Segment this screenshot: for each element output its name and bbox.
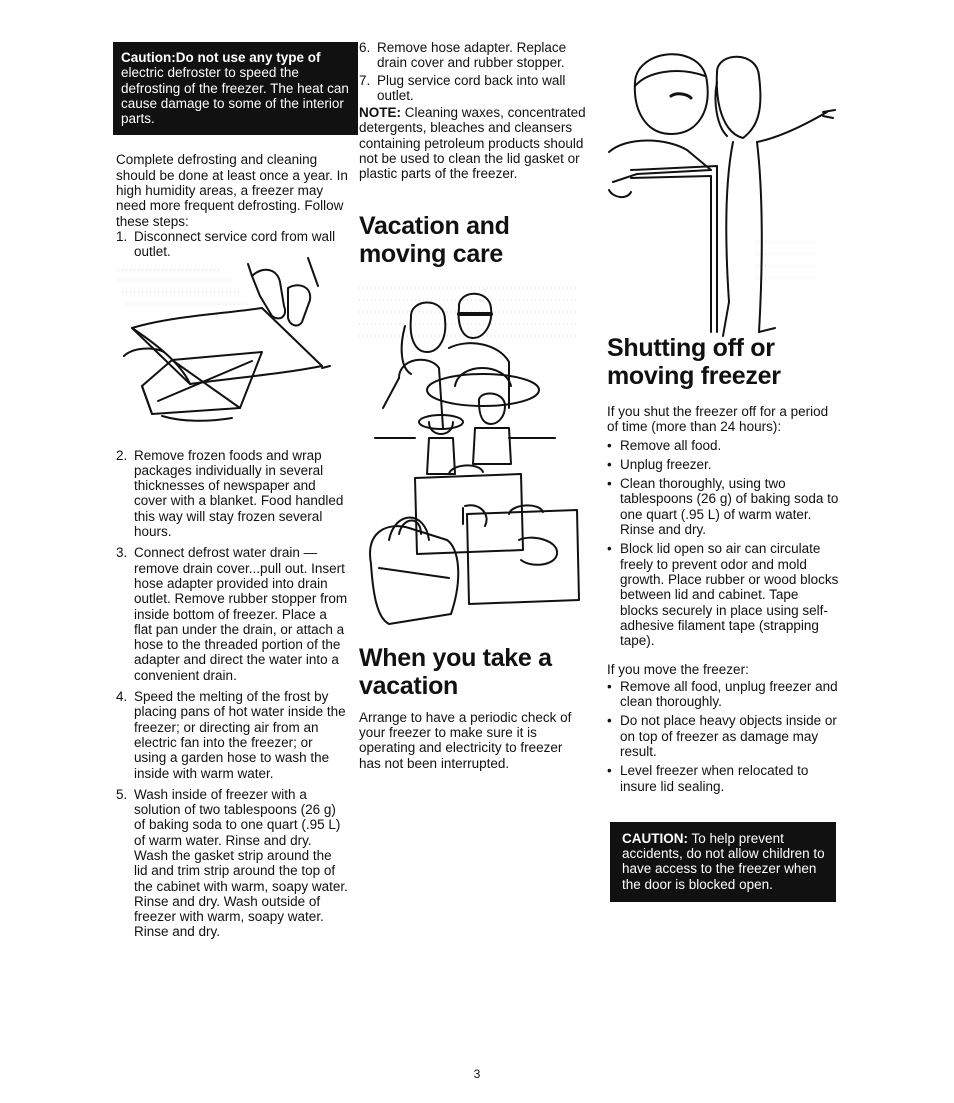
move-intro: If you move the freezer: (607, 662, 749, 678)
list-item (607, 438, 839, 453)
defrost-steps-a (116, 229, 348, 260)
couple-freezer-illustration (607, 42, 839, 338)
bullet-text: Do not place heavy objects inside or on top of freezer as damage may result. (620, 713, 837, 759)
bullet-text: Remove all food. (620, 437, 722, 453)
list-item (116, 545, 348, 683)
list-item (116, 448, 348, 540)
bullet-icon: • (607, 541, 612, 557)
list-item (359, 73, 587, 104)
bullet-text: Unplug freezer. (620, 456, 712, 472)
step-number: 2. (116, 447, 128, 463)
family-luggage-illustration (359, 278, 587, 638)
step-number: 3. (116, 545, 128, 561)
bullet-icon: • (607, 678, 612, 694)
shut-off-list (607, 438, 839, 649)
list-item (607, 457, 839, 472)
step-text: Wash inside of freezer with a solution of two tablespoons (26 g) of baking soda to one quart (.95 L) of warm water. Rinse and dry. Wash the gasket strip around the lid and trim strip around the top of the cabinet with warm, soapy water. Rinse and dry. Wash outside of freezer with warm, soapy water. Rinse and dry. (134, 786, 348, 940)
step-text: Disconnect service cord from wall outlet. (134, 228, 336, 260)
list-item (116, 229, 348, 260)
list-item (607, 541, 839, 648)
step-number: 7. (359, 72, 371, 88)
step-text: Plug service cord back into wall outlet. (377, 72, 566, 103)
move-list (607, 679, 839, 794)
bullet-text: Block lid open so air can circulate freely to prevent odor and mold growth. Place rubber or wood blocks between lid and cabinet. Tape blocks securely in place using self-adhesive filament tape (strapping tape). (620, 541, 839, 649)
bullet-icon: • (607, 456, 612, 472)
note-label: NOTE: (359, 105, 401, 121)
page-number: 3 (473, 1067, 481, 1081)
defrost-steps-b (116, 448, 348, 940)
list-item (116, 689, 348, 781)
list-item (116, 787, 348, 940)
bullet-text: Clean thoroughly, using two tablespoons (26 g) of baking soda to one quart (.95 L) of warm water. Rinse and dry. (620, 476, 839, 538)
caution-text: electric defroster to speed the defrosting of the freezer. The heat can cause damage to some of the interior parts. (121, 65, 349, 127)
caution-lead: Caution:Do not use any type of (121, 50, 321, 65)
vacation-text: Arrange to have a periodic check of your freezer to make sure it is operating and electricity to freezer has not been interrupted. (359, 709, 572, 771)
column-middle (359, 40, 587, 771)
cleaning-note (359, 105, 587, 181)
defroster-caution-box (113, 42, 358, 135)
wrapped-package-illustration (112, 256, 332, 446)
vacation-moving-heading: Vacation and moving care (359, 211, 510, 268)
list-item (359, 40, 587, 71)
defrost-intro: Complete defrosting and cleaning should be done at least once a year. In high humidity areas, a freezer may need more frequent defrosting. Follow these steps: (116, 152, 348, 229)
note-text: Cleaning waxes, concentrated detergents, bleaches and cleansers containing petroleum products should not be used to clean the lid gasket or plastic parts of the freezer. (359, 105, 586, 182)
step-number: 1. (116, 228, 128, 244)
bullet-icon: • (607, 763, 612, 779)
caution-lead: CAUTION: (622, 830, 688, 846)
step-number: 5. (116, 786, 128, 802)
vacation-heading: When you take a vacation (359, 643, 552, 700)
list-item (607, 679, 839, 710)
bullet-icon: • (607, 476, 612, 492)
step-number: 6. (359, 40, 371, 55)
column-left (116, 42, 348, 946)
step-text: Speed the melting of the frost by placing pans of hot water inside the freezer; or directing air from an electric fan into the freezer; or using a garden hose to wash the inside with warm water. (134, 689, 346, 781)
column-right (607, 42, 839, 902)
shut-off-intro: If you shut the freezer off for a period of time (more than 24 hours): (607, 404, 829, 435)
list-item (607, 713, 839, 759)
bullet-text: Level freezer when relocated to insure lid sealing. (620, 763, 809, 794)
children-caution-box (610, 822, 836, 902)
bullet-icon: • (607, 437, 612, 453)
shutting-moving-heading: Shutting off or moving freezer (607, 334, 781, 390)
defrost-steps-c (359, 40, 587, 103)
bullet-icon: • (607, 713, 612, 729)
step-text: Connect defrost water drain — remove drain cover...pull out. Insert hose adapter provided into drain outlet. Remove rubber stopper from inside bottom of freezer. Place a flat pan under the drain, or attach a hose to the threaded portion of the adapter and direct the water into a convenient drain. (134, 545, 348, 683)
step-number: 4. (116, 689, 128, 705)
caution-text: To help prevent accidents, do not allow children to have access to the freezer when the door is blocked open. (622, 830, 825, 892)
bullet-text: Remove all food, unplug freezer and clean thoroughly. (620, 678, 838, 710)
step-text: Remove frozen foods and wrap packages individually in several thicknesses of newspaper and cover with a blanket. Food handled this way will stay frozen several hours. (134, 447, 344, 540)
step-text: Remove hose adapter. Replace drain cover and rubber stopper. (377, 40, 567, 71)
list-item (607, 476, 839, 537)
list-item (607, 763, 839, 794)
